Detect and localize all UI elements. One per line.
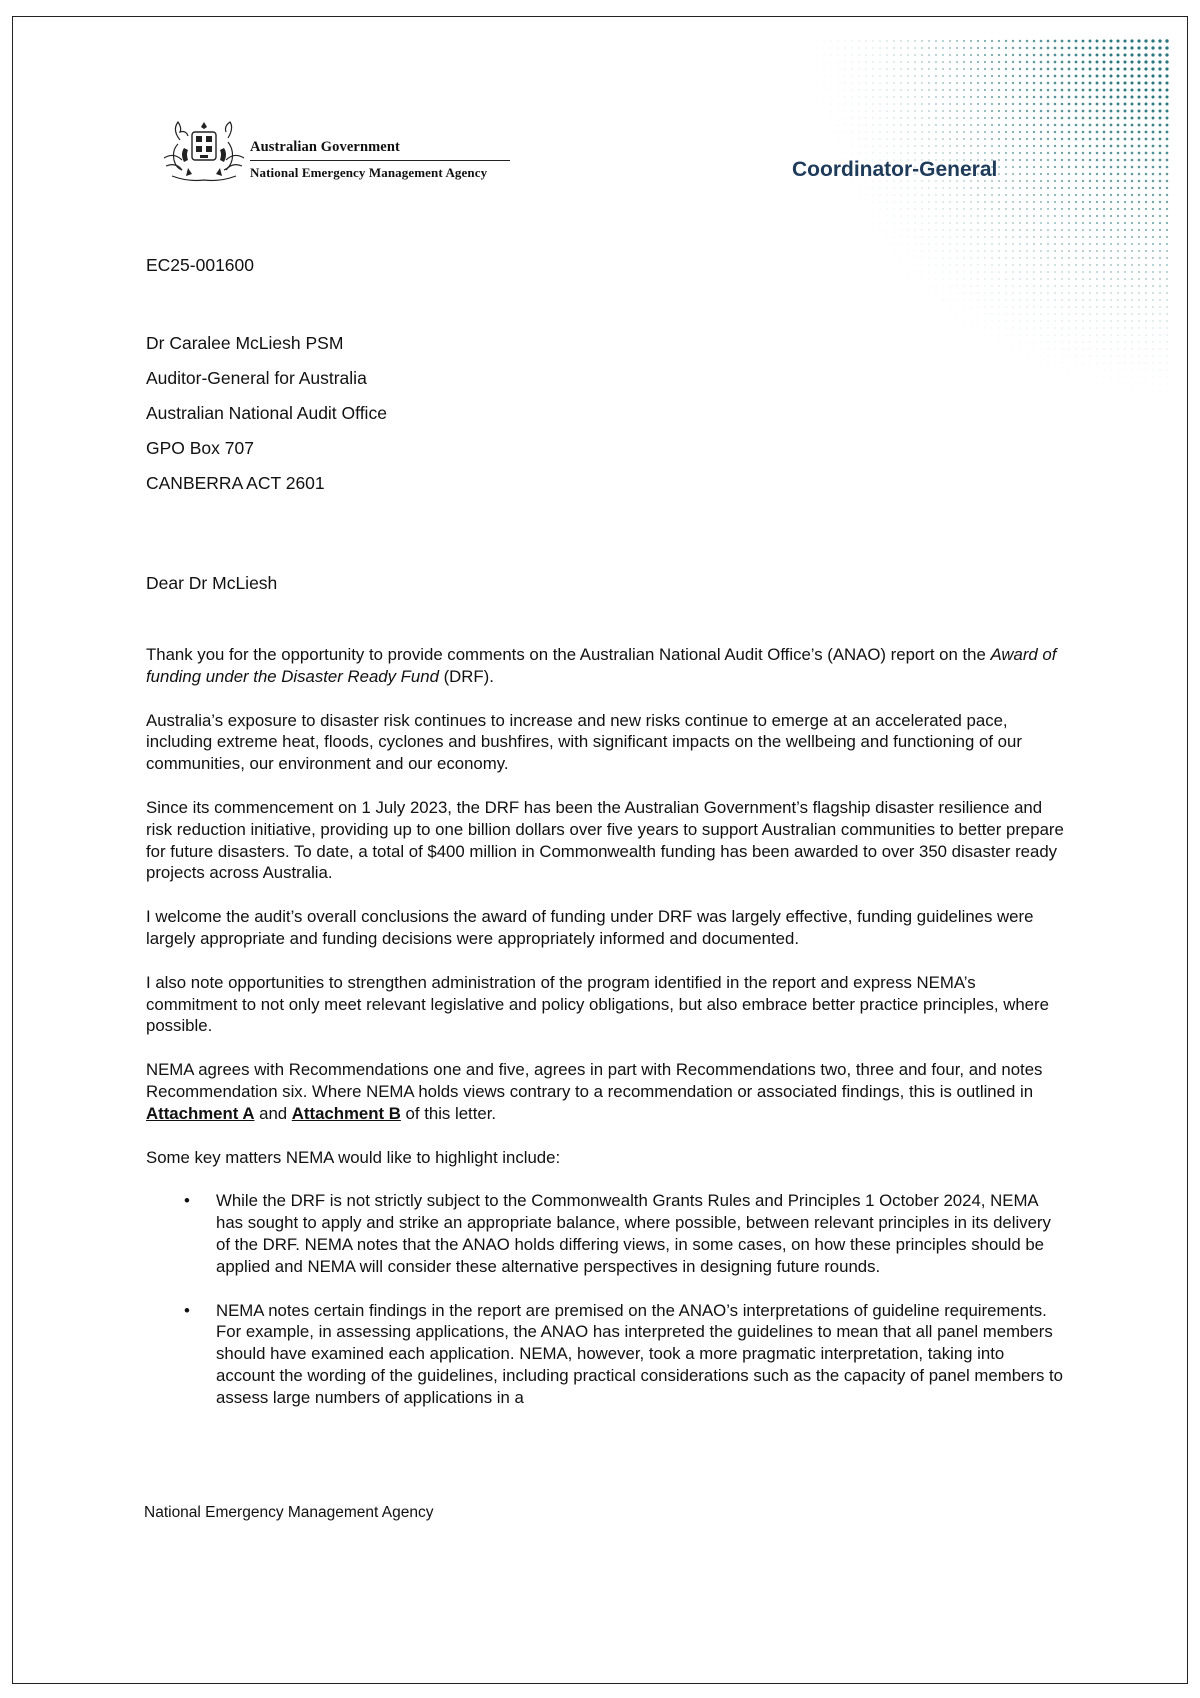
text-run: Thank you for the opportunity to provide comments on the Australian National Audit Office’s (ANAO) report on the — [146, 645, 991, 664]
list-item — [146, 1300, 1066, 1409]
address-line: CANBERRA ACT 2601 — [146, 473, 325, 493]
salutation: Dear Dr McLiesh — [146, 573, 278, 593]
paragraph — [146, 1059, 1066, 1124]
report-title: Award of funding under the Disaster Ready Fund — [146, 645, 1057, 686]
address-line: Auditor-General for Australia — [146, 368, 367, 388]
bullet-icon: • — [184, 1300, 190, 1320]
text-run: of this letter. — [400, 1103, 497, 1123]
text-run: NEMA agrees with Recommendations one and five, agrees in part with Recommendations two, three and four, and notes Recommendation six. Where NEMA holds views contrary to a recommendation or associated findings, this is outlined in — [146, 1060, 1043, 1101]
recipient-address — [146, 326, 387, 501]
paragraph: I welcome the audit’s overall conclusions the award of funding under DRF was largely effective, funding guidelines were largely appropriate and funding decisions were appropriately informed and documented. — [146, 907, 1034, 948]
footer-agency: National Emergency Management Agency — [144, 1504, 434, 1521]
government-letterhead — [250, 139, 510, 181]
reference-number: EC25-001600 — [146, 255, 254, 275]
coat-of-arms-logo — [158, 118, 250, 186]
address-line: Australian National Audit Office — [146, 403, 387, 423]
address-line: GPO Box 707 — [146, 438, 254, 458]
paragraph: Since its commencement on 1 July 2023, the DRF has been the Australian Government’s flagship disaster resilience and risk reduction initiative, providing up to one billion dollars over five years to support Australian communities to better prepare for future disasters. To date, a total of $400 million in Commonwealth funding has been awarded to over 350 disaster ready projects across Australia. — [146, 797, 1064, 883]
paragraph: I also note opportunities to strengthen administration of the program identified in the report and express NEMA’s commitment to not only meet relevant legislative and policy obligations, but also embrace better practice principles, where possible. — [146, 972, 1049, 1036]
text-run: and — [254, 1103, 292, 1123]
list-item-text: While the DRF is not strictly subject to the Commonwealth Grants Rules and Principles 1 October 2024, NEMA has sought to apply and strike an appropriate balance, where possible, between relevant principles in its delivery of the DRF. NEMA notes that the ANAO holds differing views, in some cases, on how these principles should be applied and NEMA will consider these alternative perspectives in designing future rounds. — [216, 1191, 1051, 1276]
address-line: Dr Caralee McLiesh PSM — [146, 333, 344, 353]
paragraph: Australia’s exposure to disaster risk continues to increase and new risks continue to emerge at an accelerated pace, including extreme heat, floods, cyclones and bushfires, with significant impacts on the wellbeing and functioning of our communities, our environment and our economy. — [146, 710, 1022, 774]
dot-pattern-decoration — [800, 38, 1170, 408]
letter-body — [146, 644, 1066, 1431]
office-title: Coordinator-General — [792, 158, 998, 181]
bullet-icon: • — [184, 1191, 190, 1211]
text-run: (DRF). — [438, 666, 494, 686]
list-item-text: NEMA notes certain findings in the report are premised on the ANAO’s interpretations of guideline requirements. For example, in assessing applications, the ANAO has interpreted the guidelines to mean that all panel members should have examined each application. NEMA, however, took a more pragmatic interpretation, taking into account the wording of the guidelines, including practical considerations such as the capacity of panel members to assess large numbers of applications in a — [216, 1300, 1064, 1407]
government-name: Australian Government — [250, 139, 400, 155]
attachment-a-reference: Attachment A — [146, 1103, 255, 1123]
paragraph — [146, 644, 1066, 688]
agency-name: National Emergency Management Agency — [250, 165, 488, 180]
attachment-b-reference: Attachment B — [291, 1103, 401, 1123]
key-matters-list — [146, 1190, 1066, 1408]
list-item — [146, 1190, 1066, 1277]
paragraph: Some key matters NEMA would like to highlight include: — [146, 1147, 561, 1167]
